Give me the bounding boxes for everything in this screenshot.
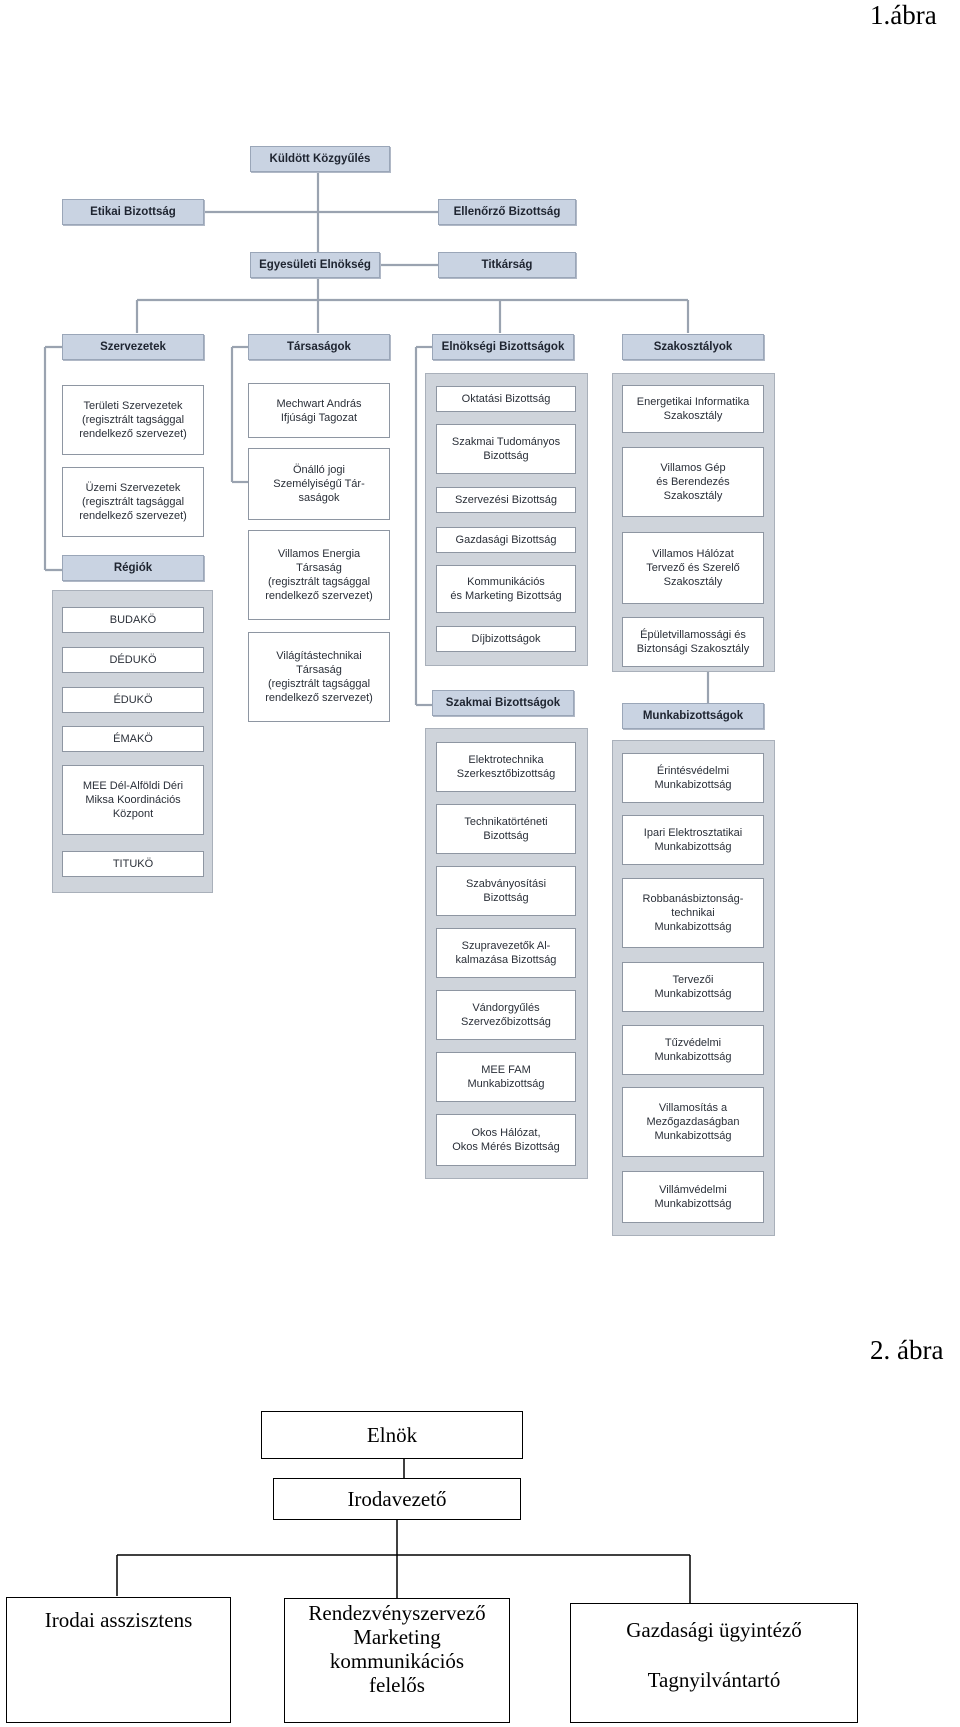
card-tervezoi: Tervezői Munkabizottság [622,962,764,1012]
card-region-tituko: TITUKÖ [62,851,204,877]
card-elektrotechnika: Elektrotechnika Szerkesztőbizottság [436,742,576,792]
header-etikai-bizottsag: Etikai Bizottság [62,199,204,225]
card-mee-fam: MEE FAM Munkabizottság [436,1052,576,1102]
card-villamositas-mezogazdasag: Villamosítás a Mezőgazdaságban Munkabizottság [622,1087,764,1157]
card-vandorgyules: Vándorgyűlés Szervezőbizottság [436,990,576,1040]
card-gazdasagi: Gazdasági Bizottság [436,527,576,553]
card-uzemi-szervezetek: Üzemi Szervezetek (regisztrált tagsággal rendelkező szervezet) [62,467,204,537]
card-kommunikacios: Kommunikációs és Marketing Bizottság [436,565,576,613]
rendezveny-line-2: Marketing [353,1625,441,1649]
header-tarsasagok: Társaságok [248,334,390,360]
header-szakosztalyok: Szakosztályok [622,334,764,360]
box-irodavezeto [273,1478,521,1520]
header-kuldott-kozgyules: Küldött Közgyűlés [250,146,390,172]
card-ipari-elektrosztatikai: Ipari Elektrosztatikai Munkabizottság [622,815,764,865]
box-elnok-label: Elnök [366,1423,418,1447]
card-szakmai-tudomanyos: Szakmai Tudományos Bizottság [436,424,576,474]
card-tuzvedelmi: Tűzvédelmi Munkabizottság [622,1025,764,1075]
elnoksegi-group [425,373,588,666]
header-munkabizottsagok: Munkabizottságok [622,703,764,729]
box-gazdasagi-ugyintezo [570,1603,858,1723]
card-oktatasi: Oktatási Bizottság [436,386,576,412]
card-epuletvillamossagi: Épületvillamossági és Biztonsági Szakosztály [622,617,764,667]
card-mechwart: Mechwart András Ifjúsági Tagozat [248,383,390,438]
rendezveny-line-1: Rendezvényszervező [308,1601,486,1625]
card-energetikai-informatika: Energetikai Informatika Szakosztály [622,385,764,433]
card-erintesvedelmi: Érintésvédelmi Munkabizottság [622,753,764,803]
figure-1-label: 1.ábra [870,0,937,30]
box-irodai-asszisztens-label: Irodai asszisztens [44,1608,193,1632]
card-region-budako: BUDAKÖ [62,607,204,633]
box-rendezvenyszervezo [284,1598,510,1723]
header-ellenorzo-bizottsag: Ellenőrző Bizottság [438,199,576,225]
card-szupravezetok: Szupravezetők Al- kalmazása Bizottság [436,928,576,978]
card-region-deduko: DÉDUKÖ [62,647,204,673]
header-titkarsag: Titkárság [438,252,576,278]
card-villamos-halozat: Villamos Hálózat Tervező és Szerelő Szakosztály [622,532,764,604]
header-szervezetek: Szervezetek [62,334,204,360]
card-dijbizottsagok: Díjbizottságok [436,626,576,652]
box-irodai-asszisztens [6,1597,231,1723]
card-okos-halozat: Okos Hálózat, Okos Mérés Bizottság [436,1114,576,1166]
header-szakmai-bizottsagok: Szakmai Bizottságok [432,690,574,716]
figure-2-label: 2. ábra [870,1335,944,1365]
card-region-mee-del-alfoldi: MEE Dél-Alföldi Déri Miksa Koordinációs Központ [62,765,204,835]
header-egyesuleti-elnokseg: Egyesületi Elnökség [250,252,380,278]
card-region-eduko: ÉDUKÖ [62,687,204,713]
rendezveny-line-4: felelős [369,1673,425,1697]
rendezveny-line-3: kommunikációs [329,1649,465,1673]
box-elnok [261,1411,523,1459]
card-teruleti-szervezetek: Területi Szervezetek (regisztrált tagsággal rendelkező szervezet) [62,385,204,455]
header-regiok: Régiók [62,555,204,581]
card-villamvedelmi: Villámvédelmi Munkabizottság [622,1171,764,1223]
header-elnoksegi-bizottsagok: Elnökségi Bizottságok [432,334,574,360]
card-villamos-gep: Villamos Gép és Berendezés Szakosztály [622,447,764,517]
box-irodavezeto-label: Irodavezető [347,1487,447,1511]
card-szabvanyositasi: Szabványosítási Bizottság [436,866,576,916]
card-robbanasbiztonsag: Robbanásbiztonság- technikai Munkabizottság [622,878,764,948]
card-technikatorteneti: Technikatörténeti Bizottság [436,804,576,854]
card-onallo-jogi: Önálló jogi Személyiségű Tár- saságok [248,448,390,520]
card-vilagitastechnikai: Világítástechnikai Társaság (regisztrált tagsággal rendelkező szervezet) [248,632,390,722]
card-szervezesi: Szervezési Bizottság [436,487,576,513]
gazdasagi-line-2: Tagnyilvántartó [647,1668,781,1692]
card-region-emako: ÉMAKÖ [62,726,204,752]
gazdasagi-line-1: Gazdasági ügyintéző [626,1618,802,1642]
card-villamos-energia: Villamos Energia Társaság (regisztrált tagsággal rendelkező szervezet) [248,530,390,620]
